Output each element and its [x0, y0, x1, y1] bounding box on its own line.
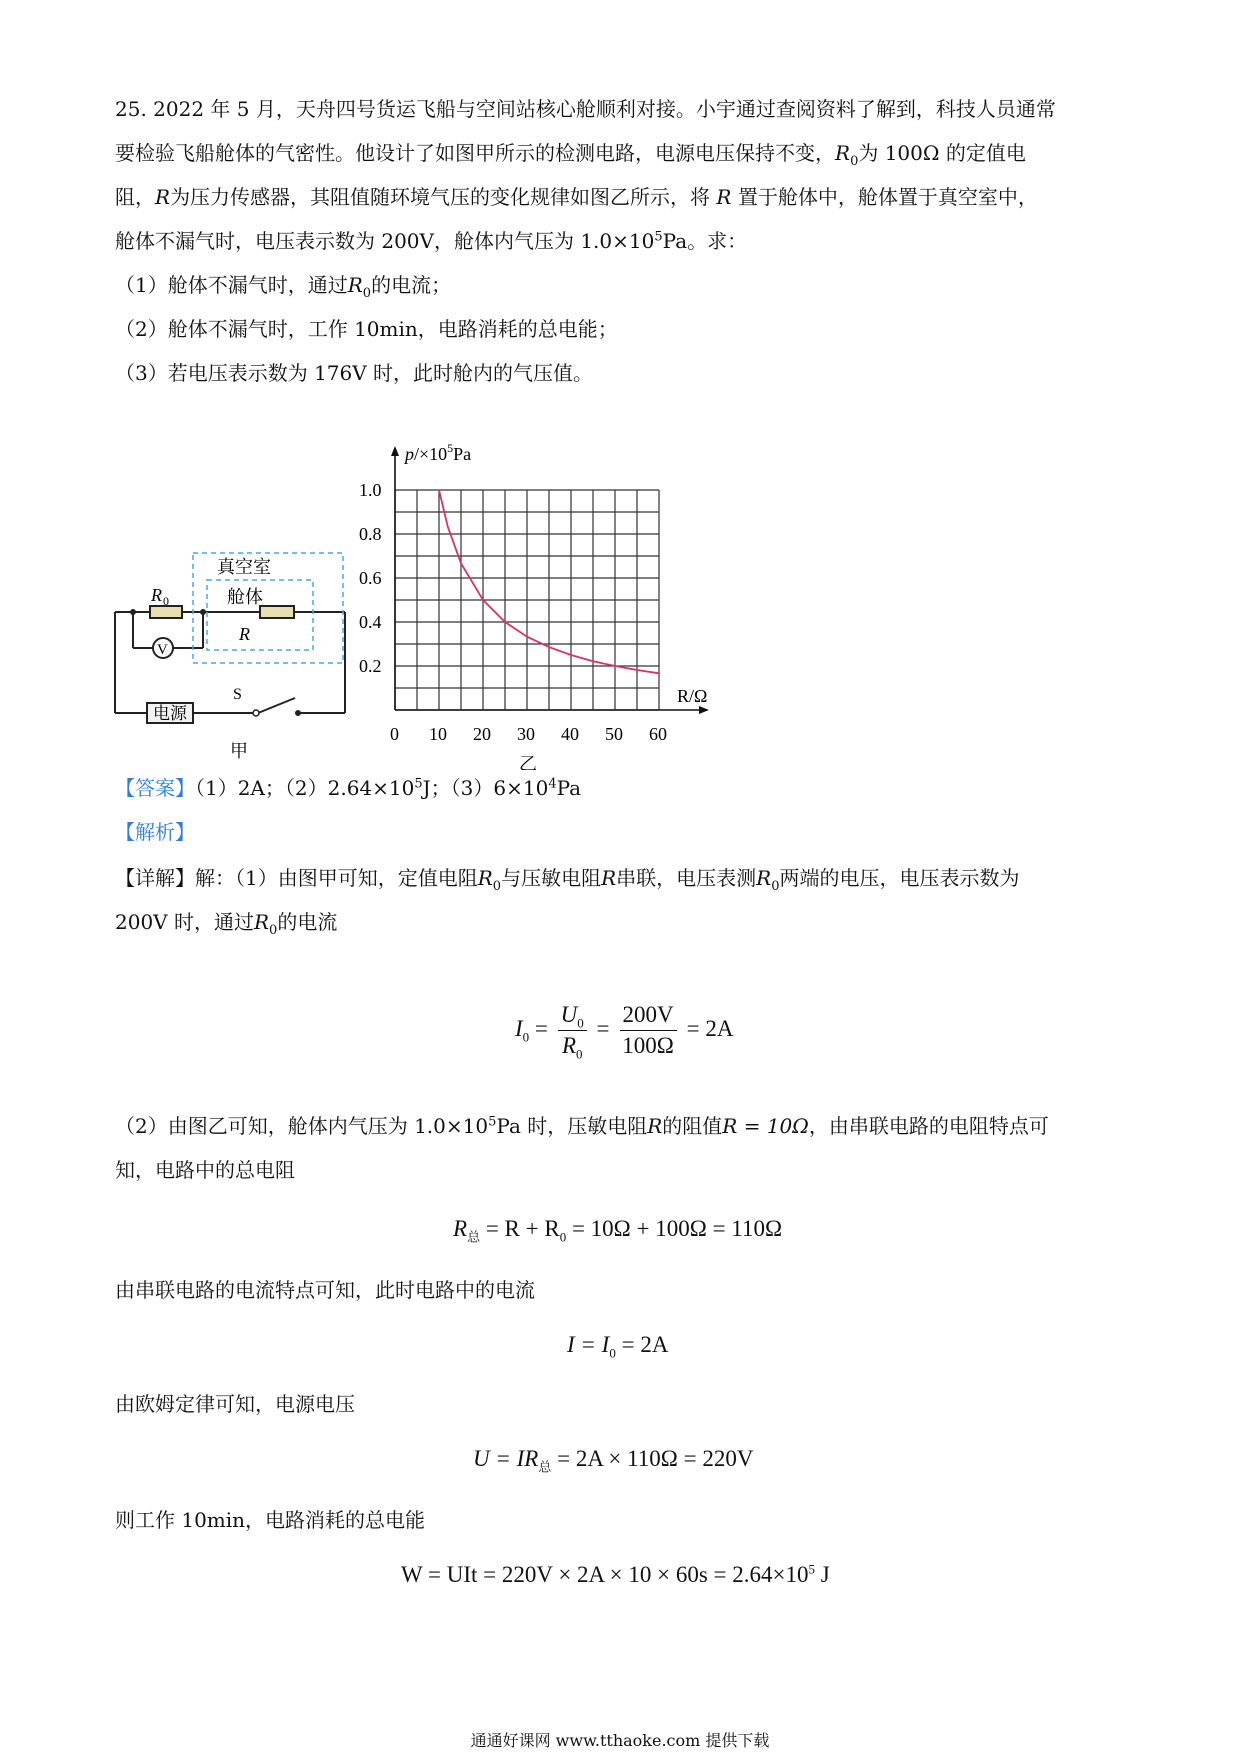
circuit-diagram [105, 535, 355, 765]
vacuum-label: 真空室 [217, 557, 271, 577]
x-tick-label: 0 [390, 724, 399, 744]
x-axis-label: R/Ω [677, 686, 708, 706]
x-tick-label: 50 [605, 724, 623, 744]
switch-label: S [233, 686, 242, 703]
question-part-1: （1）舱体不漏气时，通过$R_0$的电流； [115, 273, 452, 301]
pressure-resistance-chart [355, 440, 725, 770]
page-footer: 通通好课网 www.tthaoke.com 提供下载 [470, 1731, 770, 1750]
detail-part2-line-5: 则工作 10min，电路消耗的总电能 [115, 1508, 426, 1532]
circuit-caption: 甲 [230, 741, 248, 761]
y-tick-label: 0.6 [359, 568, 382, 588]
detail-part2-line-2: 知，电路中的总电阻 [115, 1158, 295, 1182]
equation-energy: W = UIt = $220V \times 2A \times 10 \times 60s = 2.64\times 10^5$ J [401, 1561, 830, 1587]
y-axis-label: $p/\times 10^5Pa$ [405, 441, 472, 464]
answer-line: 【答案】（1）2A；$(2)2.64\times 10^5J$；$(3)6\times 10^4Pa$ [115, 776, 582, 800]
detail-part2-line-1: （2）由图乙可知，舱体内气压为 $1.0\times 10^5Pa$ 时，压敏电阻R的阻值R = 10Ω，由串联电路的电阻特点可 [115, 1114, 1049, 1138]
r0-label: R [151, 585, 162, 605]
cabin-label: 舱体 [227, 587, 263, 607]
equation-series-current: $I = I_0 = 2A$ [567, 1332, 669, 1361]
detail-line-2: 200V 时，通过$R_0$的电流 [115, 910, 338, 938]
y-tick-label: 0.4 [359, 612, 382, 632]
equation-current: $I_0$ = $\frac{U_0}{R_0}$ = $\frac{200V}{100\Omega}$ = 2A [515, 1002, 734, 1062]
svg-text:0: 0 [163, 594, 169, 608]
detail-part2-line-4: 由欧姆定律可知，电源电压 [115, 1392, 355, 1416]
detail-line-1: 【详解】解：（1）由图甲可知，定值电阻$R_0$与压敏电阻R串联，电压表测$R_0$两端的电压，电压表示数为 [115, 866, 1020, 894]
x-tick-label: 10 [429, 724, 447, 744]
question-line-3: 阻，R为压力传感器，其阻值随环境气压的变化规律如图乙所示，将 R 置于舱体中，舱体置于真空室中， [115, 185, 1038, 209]
x-tick-label: 30 [517, 724, 535, 744]
y-axis-arrow [391, 446, 399, 456]
detail-part2-line-3: 由串联电路的电流特点可知，此时电路中的电流 [115, 1278, 535, 1302]
x-tick-label: 60 [649, 724, 667, 744]
question-line-4: 舱体不漏气时，电压表示数为 200V，舱体内气压为 $1.0\times 10^5Pa$。求： [115, 229, 748, 253]
x-tick-label: 40 [561, 724, 579, 744]
y-tick-label: 1.0 [359, 480, 382, 500]
r-label: R [239, 624, 250, 644]
equation-voltage: $U = IR_总 = 2A \times 110\Omega = 220V$ [473, 1446, 754, 1475]
voltmeter-label: V [157, 642, 168, 658]
question-line-1: 25. 2022 年 5 月，天舟四号货运飞船与空间站核心舱顺利对接。小宇通过查阅资料了解到，科技人员通常 [115, 97, 1056, 121]
x-axis-arrow [699, 706, 709, 714]
x-tick-label: 20 [473, 724, 491, 744]
question-line-2: 要检验飞船舱体的气密性。他设计了如图甲所示的检测电路，电源电压保持不变，$R_0$为 100Ω 的定值电 [115, 141, 1026, 169]
question-part-3: （3）若电压表示数为 176V 时，此时舱内的气压值。 [115, 361, 594, 385]
question-part-2: （2）舱体不漏气时，工作 10min，电路消耗的总电能； [115, 317, 618, 341]
equation-total-resistance: $R_总 = R + R_0 = 10\Omega + 100\Omega = 110\Omega$ [453, 1216, 783, 1245]
analysis-label: 【解析】 [115, 820, 195, 844]
power-label: 电源 [153, 704, 187, 723]
y-tick-label: 0.8 [359, 524, 382, 544]
chart-caption: 乙 [519, 754, 537, 770]
y-tick-label: 0.2 [359, 656, 382, 676]
